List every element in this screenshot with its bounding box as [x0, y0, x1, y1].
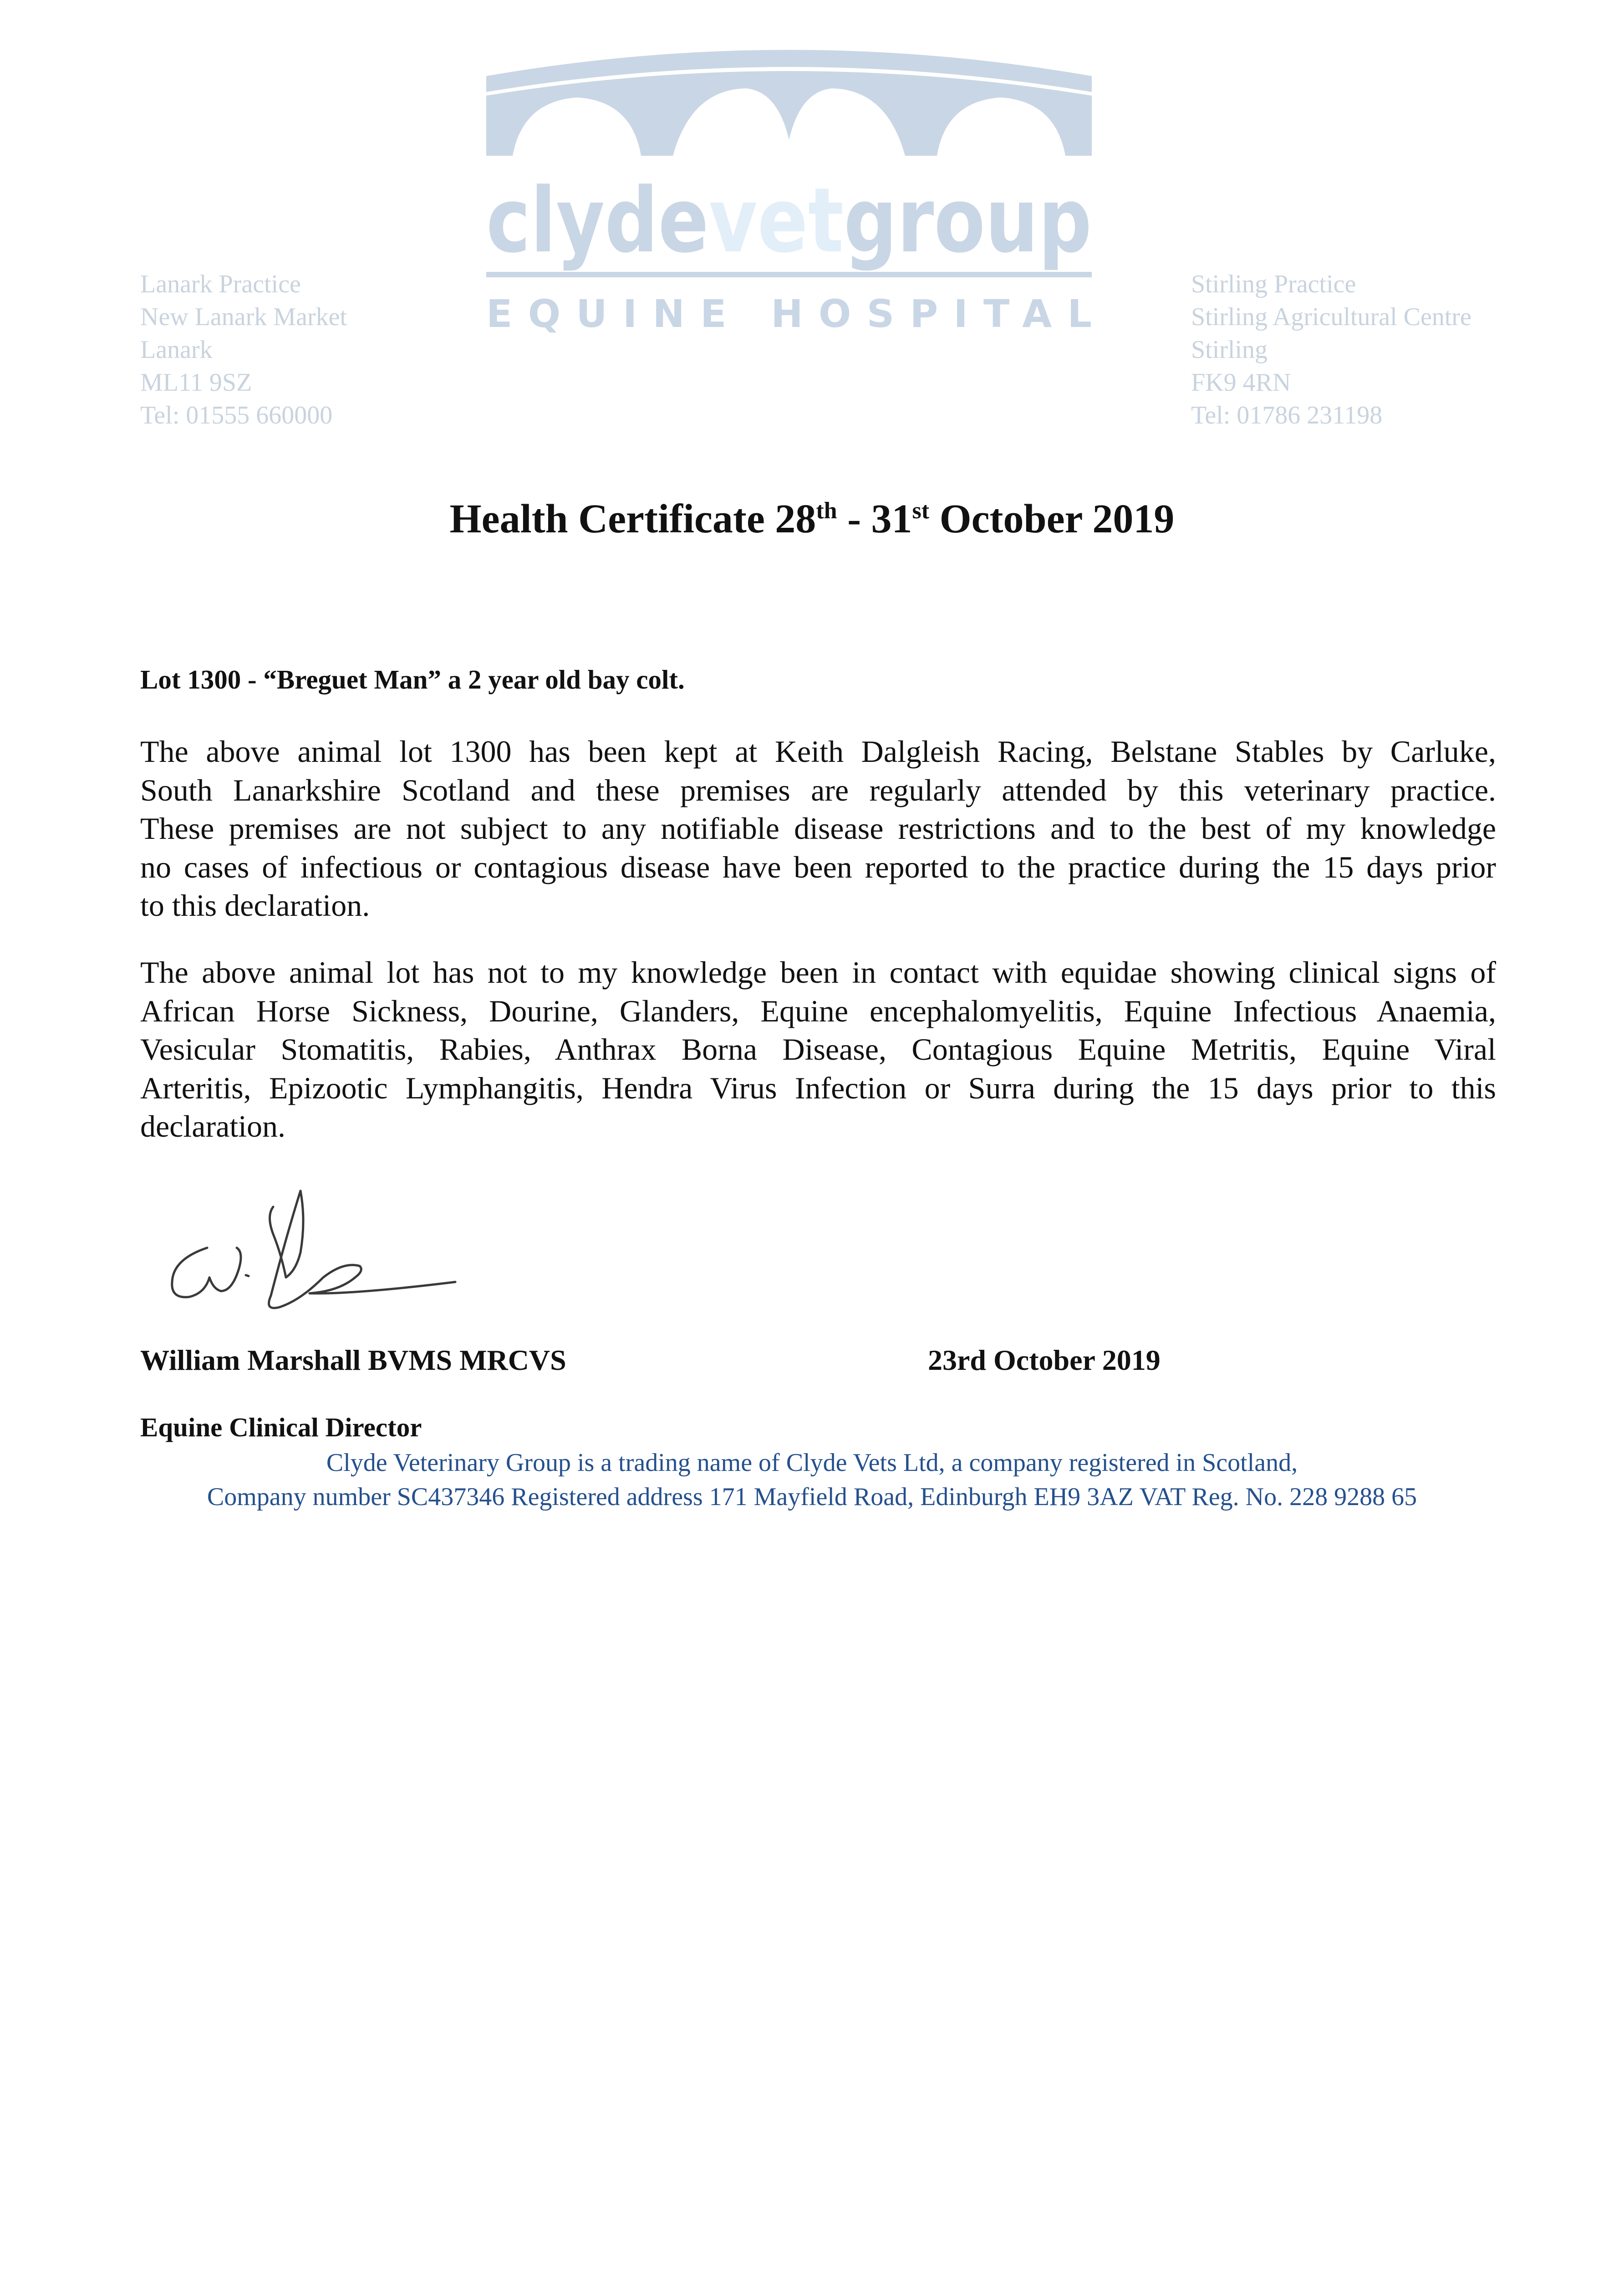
- paragraph-line: These premises are not subject to any notifiable disease restrictions and to the best of my knowledge: [140, 811, 1496, 846]
- lot-heading: Lot 1300 - “Breguet Man” a 2 year old bay colt.: [140, 664, 685, 694]
- paragraph-line: African Horse Sickness, Dourine, Glanders, Equine encephalomyelitis, Equine Infectious Anaemia,: [140, 993, 1496, 1028]
- title-suffix: October 2019: [929, 496, 1175, 541]
- paragraph-line: to this declaration.: [140, 888, 370, 923]
- paragraph-line: Vesicular Stomatitis, Rabies, Anthrax Borna Disease, Contagious Equine Metritis, Equine Viral: [140, 1032, 1496, 1067]
- paragraph-line: South Lanarkshire Scotland and these premises are regularly attended by this veterinary practice.: [140, 772, 1496, 807]
- signatory-name: William Marshall BVMS MRCVS: [140, 1344, 566, 1376]
- paragraph-line: declaration.: [140, 1109, 286, 1144]
- footer-company-line: Clyde Veterinary Group is a trading name of Clyde Vets Ltd, a company registered in Scotland,: [326, 1449, 1298, 1477]
- address-line: ML11 9SZ: [140, 368, 252, 397]
- paragraph-line: no cases of infectious or contagious disease have been reported to the practice during the 15 days prior: [140, 849, 1496, 884]
- paragraph-line: The above animal lot 1300 has been kept at Keith Dalgleish Racing, Belstane Stables by Carluke,: [140, 734, 1496, 769]
- certificate-title: [0, 492, 1624, 546]
- address-line: New Lanark Market: [140, 303, 347, 331]
- logo-word-group: group: [844, 169, 1140, 273]
- premises-paragraph: [140, 732, 1496, 925]
- logo-wordmark: [486, 169, 1140, 273]
- stirling-practice-address: [1191, 268, 1471, 432]
- address-line: Tel: 01786 231198: [1191, 401, 1383, 429]
- title-sup-st: st: [912, 498, 930, 524]
- lanark-practice-address: [140, 268, 347, 432]
- signature-date: 23rd October 2019: [928, 1344, 1161, 1376]
- footer-registration-line: Company number SC437346 Registered address 171 Mayfield Road, Edinburgh EH9 3AZ VAT Reg. No. 228 9288 65: [207, 1483, 1417, 1511]
- address-line: Stirling Practice: [1191, 270, 1356, 298]
- address-line: Stirling: [1191, 336, 1268, 364]
- logo-subtitle: EQUINE HOSPITAL: [486, 291, 1092, 336]
- title-prefix: Health Certificate 28: [449, 496, 816, 541]
- address-line: Lanark: [140, 336, 213, 364]
- clyde-vet-group-logo: [486, 42, 1140, 338]
- title-sup-th: th: [816, 498, 837, 524]
- address-line: Stirling Agricultural Centre: [1191, 303, 1471, 331]
- paragraph-line: The above animal lot has not to my knowledge been in contact with equidae showing clinical signs of: [140, 955, 1496, 990]
- logo-word-vet: vet: [708, 169, 871, 273]
- contact-paragraph: [140, 953, 1496, 1146]
- address-line: FK9 4RN: [1191, 368, 1291, 397]
- bridge-logo-graphic: [486, 42, 1140, 338]
- signatory-role: Equine Clinical Director: [140, 1412, 422, 1442]
- logo-divider: [486, 272, 1092, 277]
- title-middle: - 31: [837, 496, 912, 541]
- address-line: Tel: 01555 660000: [140, 401, 333, 429]
- address-line: Lanark Practice: [140, 270, 301, 298]
- paragraph-line: Arteritis, Epizootic Lymphangitis, Hendra Virus Infection or Surra during the 15 days prior to this: [140, 1070, 1496, 1105]
- bridge-body: [486, 71, 1092, 156]
- handwritten-signature: [164, 1179, 464, 1316]
- logo-word-clyde: clyde: [486, 169, 753, 273]
